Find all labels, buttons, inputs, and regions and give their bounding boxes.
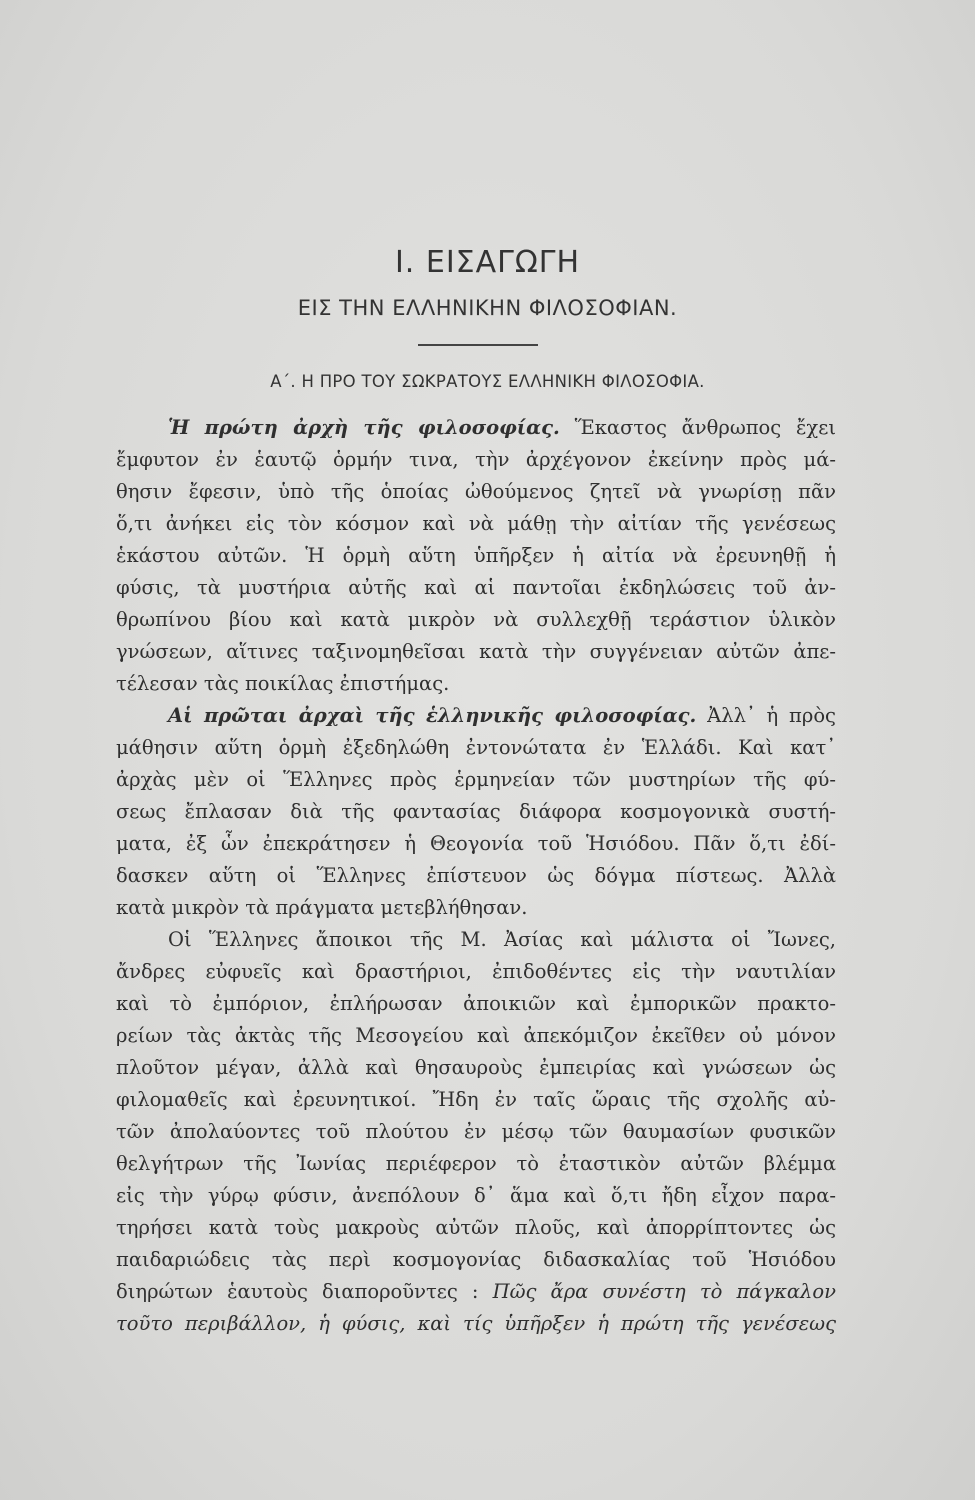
text-span: Ἀλλ᾽ ἡ πρὸς	[696, 704, 836, 727]
text-line: σεως ἔπλασαν διὰ τῆς φαντασίας διάφορα κοσμογονικὰ συστή-	[116, 800, 836, 823]
section-heading: Α΄. Η ΠΡΟ ΤΟΥ ΣΩΚΡΑΤΟΥΣ ΕΛΛΗΝΙΚΗ ΦΙΛΟΣΟΦΙΑ.	[270, 372, 705, 391]
text-line: τέλεσαν τὰς ποικίλας ἐπιστήμας.	[116, 672, 450, 695]
chapter-subtitle: ΕΙΣ ΤΗΝ ΕΛΛΗΝΙΚΗΝ ΦΙΛΟΣΟΦΙΑΝ.	[297, 296, 678, 320]
text-line: τηρήσει κατὰ τοὺς μακροὺς αὐτῶν πλοῦς, καὶ ἀπορρίπτοντες ὡς	[116, 1216, 836, 1239]
text-line: ἄνδρες εὐφυεῖς καὶ δραστήριοι, ἐπιδοθέντες εἰς τὴν ναυτιλίαν	[116, 960, 836, 983]
text-line: ἔμφυτον ἐν ἑαυτῷ ὁρμήν τινα, τὴν ἀρχέγονον ἐκείνην πρὸς μά-	[116, 448, 836, 471]
text-line: θελγήτρων τῆς Ἰωνίας περιέφερον τὸ ἐταστικὸν αὐτῶν βλέμμα	[116, 1152, 836, 1175]
text-line: μάθησιν αὕτη ὁρμὴ ἐξεδηλώθη ἐντονώτατα ἐν Ἑλλάδι. Καὶ κατ᾽	[116, 736, 836, 759]
text-line: Οἱ Ἕλληνες ἄποικοι τῆς Μ. Ἀσίας καὶ μάλιστα οἱ Ἴωνες,	[168, 928, 836, 951]
text-line: φιλομαθεῖς καὶ ἐρευνητικοί. Ἤδη ἐν ταῖς ὥραις τῆς σχολῆς αὐ-	[116, 1088, 836, 1111]
text-line: παιδαριώδεις τὰς περὶ κοσμογονίας διδασκαλίας τοῦ Ἡσιόδου	[116, 1248, 836, 1271]
text-line	[116, 413, 836, 443]
text-line: ρείων τὰς ἀκτὰς τῆς Μεσογείου καὶ ἀπεκόμιζον ἐκεῖθεν οὐ μόνον	[116, 1024, 836, 1047]
text-line: ὅ,τι ἀνήκει εἰς τὸν κόσμον καὶ νὰ μάθῃ τὴν αἰτίαν τῆς γενέσεως	[116, 512, 836, 535]
italic-question: Πῶς ἄρα συνέστη τὸ πάγκαλον	[492, 1280, 837, 1303]
text-line: φύσις, τὰ μυστήρια αὐτῆς καὶ αἱ παντοῖαι ἐκδηλώσεις τοῦ ἀν-	[116, 576, 836, 599]
text-line: θησιν ἔφεσιν, ὑπὸ τῆς ὁποίας ὠθούμενος ζητεῖ νὰ γνωρίσῃ πᾶν	[116, 480, 836, 503]
paragraph-heading: Ἡ πρώτη ἀρχὴ τῆς φιλοσοφίας.	[168, 416, 560, 439]
divider-rule	[418, 344, 538, 346]
paragraph-heading: Αἱ πρῶται ἀρχαὶ τῆς ἑλληνικῆς φιλοσοφίας.	[168, 704, 697, 727]
text-line: εἰς τὴν γύρῳ φύσιν, ἀνεπόλουν δ᾽ ἅμα καὶ ὅ,τι ἤδη εἶχον παρα-	[116, 1184, 836, 1207]
text-line: τοῦτο περιβάλλον, ἡ φύσις, καὶ τίς ὑπῆρξεν ἡ πρώτη τῆς γενέσεως	[116, 1312, 836, 1335]
text-span: Ἕκαστος ἄνθρωπος ἔχει	[559, 416, 836, 439]
text-line: δασκεν αὕτη οἱ Ἕλληνες ἐπίστευον ὡς δόγμα πίστεως. Ἀλλὰ	[116, 864, 836, 887]
text-line: ματα, ἐξ ὧν ἐπεκράτησεν ἡ Θεογονία τοῦ Ἡσιόδου. Πᾶν ὅ,τι ἐδί-	[116, 832, 836, 855]
chapter-title: Ι. ΕΙΣΑΓΩΓΗ	[394, 245, 581, 280]
text-span: διηρώτων ἑαυτοὺς διαπορoῦντες :	[116, 1280, 493, 1303]
text-line: θρωπίνου βίου καὶ κατὰ μικρὸν νὰ συλλεχθῇ τεράστιον ὑλικὸν	[116, 608, 836, 631]
text-line: κατὰ μικρὸν τὰ πράγματα μετεβλήθησαν.	[116, 896, 528, 919]
text-line: πλοῦτον μέγαν, ἀλλὰ καὶ θησαυροὺς ἐμπειρίας καὶ γνώσεων ὡς	[116, 1056, 836, 1079]
text-line: γνώσεων, αἵτινες ταξινομηθεῖσαι κατὰ τὴν συγγένειαν αὐτῶν ἀπε-	[116, 640, 836, 663]
text-line: ἀρχὰς μὲν οἱ Ἕλληνες πρὸς ἑρμηνείαν τῶν μυστηρίων τῆς φύ-	[116, 768, 836, 791]
text-line: καὶ τὸ ἐμπόριον, ἐπλήρωσαν ἀποικιῶν καὶ ἐμπορικῶν πρακτο-	[116, 992, 836, 1015]
text-line	[116, 701, 836, 731]
text-line: τῶν ἀπολαύοντες τοῦ πλούτου ἐν μέσῳ τῶν θαυμασίων φυσικῶν	[116, 1120, 836, 1143]
text-line	[116, 1277, 836, 1307]
text-line: ἑκάστου αὐτῶν. Ἡ ὁρμὴ αὕτη ὑπῆρξεν ἡ αἰτία νὰ ἐρευνηθῇ ἡ	[116, 544, 836, 567]
